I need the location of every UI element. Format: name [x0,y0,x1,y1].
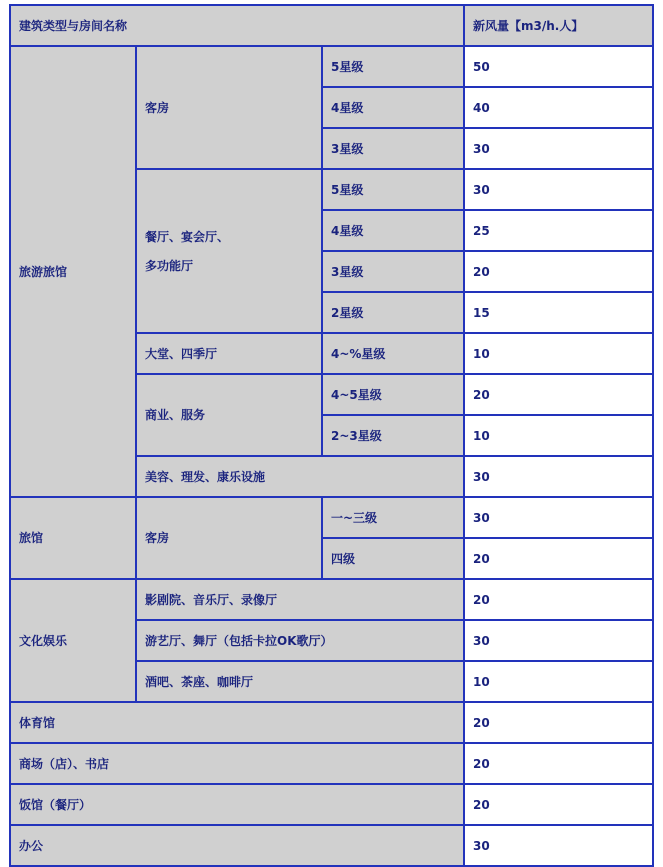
value-cell: 20 [464,374,653,415]
level-cell: 四级 [322,538,464,579]
category-restaurant: 饭馆（餐厅） [10,784,464,825]
table-row [10,825,653,866]
subcategory-hotel-lobby: 大堂、四季厅 [136,333,322,374]
value-cell: 10 [464,661,653,702]
value-cell: 20 [464,251,653,292]
table-row [10,46,653,87]
subcategory-hotel-commerce: 商业、服务 [136,374,322,456]
value-cell: 30 [464,169,653,210]
category-culture: 文化娱乐 [10,579,136,702]
table-row [10,579,653,620]
category-gym: 体育馆 [10,702,464,743]
level-cell: 3星级 [322,251,464,292]
category-mall: 商场（店）、书店 [10,743,464,784]
value-cell: 30 [464,497,653,538]
value-cell: 10 [464,415,653,456]
value-cell: 20 [464,784,653,825]
category-inn: 旅馆 [10,497,136,579]
category-office: 办公 [10,825,464,866]
level-cell: 4~%星级 [322,333,464,374]
header-fresh-air: 新风量【m3/h.人】 [464,5,653,46]
table-row [10,784,653,825]
level-cell: 一~三级 [322,497,464,538]
header-building-type: 建筑类型与房间名称 [10,5,464,46]
level-cell: 4~5星级 [322,374,464,415]
subcategory-hotel-beauty: 美容、理发、康乐设施 [136,456,464,497]
table-row [10,702,653,743]
value-cell: 30 [464,456,653,497]
value-cell: 20 [464,702,653,743]
level-cell: 3星级 [322,128,464,169]
subcategory-culture: 影剧院、音乐厅、录像厅 [136,579,464,620]
level-cell: 2星级 [322,292,464,333]
value-cell: 20 [464,579,653,620]
level-cell: 2~3星级 [322,415,464,456]
value-cell: 25 [464,210,653,251]
subcategory-hotel-dining [136,169,322,333]
value-cell: 30 [464,825,653,866]
value-cell: 20 [464,538,653,579]
value-cell: 50 [464,46,653,87]
value-cell: 10 [464,333,653,374]
table-row [10,497,653,538]
value-cell: 30 [464,620,653,661]
table-header-row [10,5,653,46]
subcategory-hotel-guest-room: 客房 [136,46,322,169]
category-hotel: 旅游旅馆 [10,46,136,497]
level-cell: 4星级 [322,87,464,128]
value-cell: 15 [464,292,653,333]
subcategory-culture: 游艺厅、舞厅（包括卡拉OK歌厅） [136,620,464,661]
level-cell: 5星级 [322,46,464,87]
table-row [10,743,653,784]
dining-label-line-2: 多功能厅 [145,258,194,273]
level-cell: 5星级 [322,169,464,210]
subcategory-inn-guest-room: 客房 [136,497,322,579]
subcategory-culture: 酒吧、茶座、咖啡厅 [136,661,464,702]
dining-label-line-1: 餐厅、宴会厅、 [145,229,230,244]
level-cell: 4星级 [322,210,464,251]
value-cell: 20 [464,743,653,784]
fresh-air-table [9,4,654,867]
value-cell: 30 [464,128,653,169]
value-cell: 40 [464,87,653,128]
